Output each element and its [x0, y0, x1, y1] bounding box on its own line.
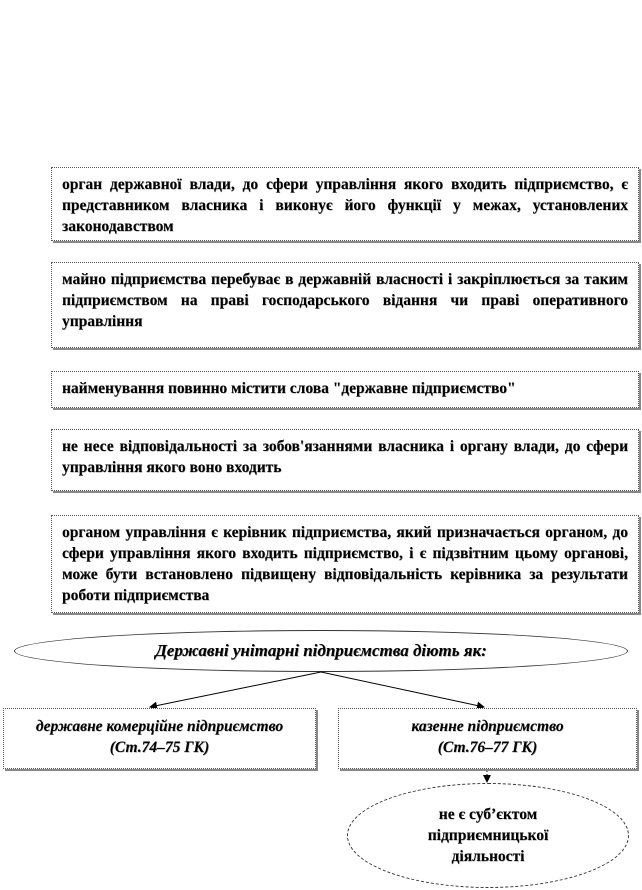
note-ellipse: [347, 783, 629, 888]
feature-text: не несе відповідальності за зобов'язаннями власника і органу влади, до сфери управління якого воно входить: [62, 438, 628, 476]
note-line: не є суб’єктом: [438, 806, 538, 823]
type-name: державне комерційне підприємство: [35, 718, 284, 735]
type-article: (Ст.76–77 ГК): [437, 739, 538, 756]
feature-text: майно підприємства перебуває в державній власності і закріплюється за таким підприємством на праві господарського відання чи праві оперативного управління: [62, 271, 628, 330]
arrow-to-state-owned: [321, 672, 484, 707]
note-line: діяльності: [451, 848, 525, 865]
central-label: Державні унітарні підприємства діють як:: [155, 641, 487, 660]
feature-text: найменування повинно містити слова "державне підприємство": [62, 380, 516, 397]
type-name: казенне підприємство: [411, 718, 564, 735]
type-article: (Ст.74–75 ГК): [109, 739, 210, 756]
type-box-commercial: [3, 708, 316, 769]
note-line: підприємницької: [427, 827, 549, 844]
type-box-state-owned: [338, 708, 637, 769]
feature-text: органом управління є керівник підприємства, який призначається органом, до сфери управління якого входить підприємство, і є підзвітним цьому органові, може бути встановлено підвищену відповідальність керівника за результати роботи підприємства: [62, 524, 628, 604]
feature-text: орган державної влади, до сфери управління якого входить підприємство, є представником власника і виконує його функції у межах, установлених законодавством: [62, 176, 628, 235]
arrow-to-commercial: [150, 672, 321, 707]
